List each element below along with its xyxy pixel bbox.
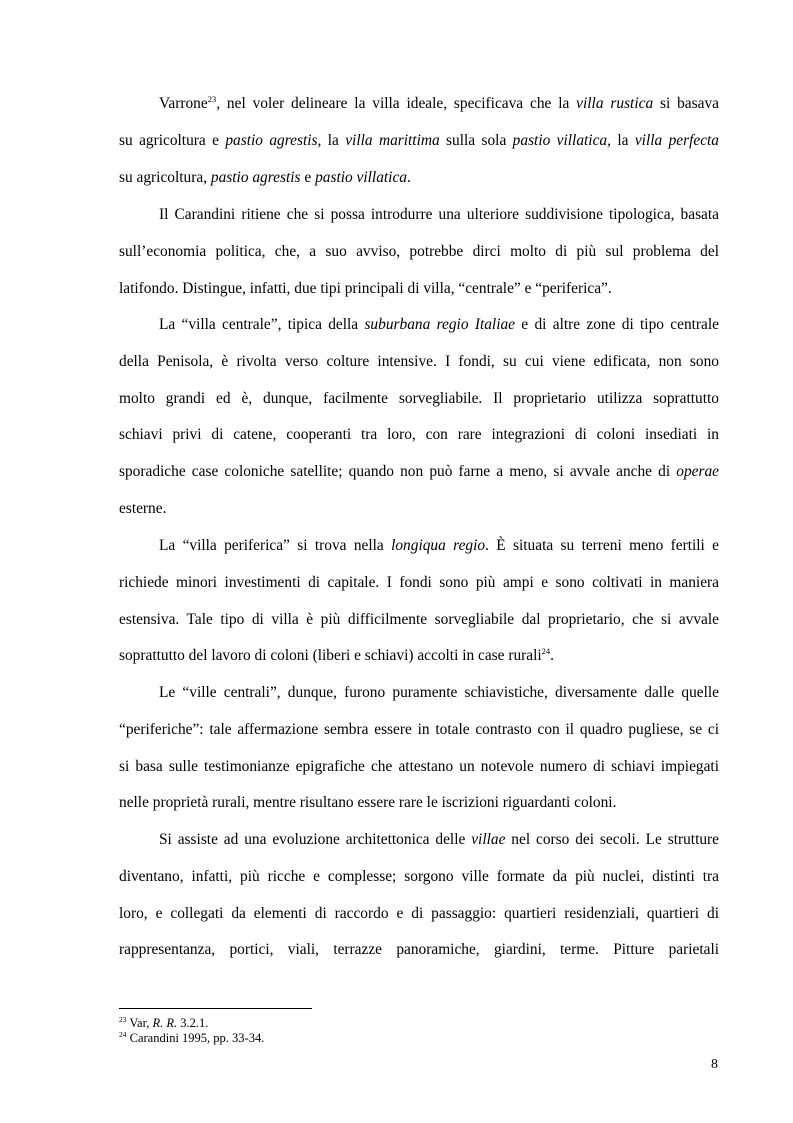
text-line: su agricoltura, pastio agrestis e pastio villatica.	[119, 168, 411, 186]
text-line: si basa sulle testimonianze epigrafiche che attestano un notevole numero di schiavi impiegati	[119, 757, 719, 775]
footnote-23: $^{23}$ Var, R. R. 3.2.1.	[119, 1015, 209, 1030]
text-line: sull’economia politica, che, a suo avviso, potrebbe dirci molto di più sul problema del	[119, 242, 719, 260]
paragraph-ville-centrali	[119, 675, 719, 822]
italic-text: longiqua regio	[391, 537, 486, 554]
text-line: richiede minori investimenti di capitale. I fondi sono più ampi e sono coltivati in maniera	[119, 573, 719, 591]
italic-text: villa rustica	[576, 95, 654, 112]
footnote-24: $^{24}$ Carandini 1995, pp. 33-34.	[119, 1030, 265, 1045]
paragraph-villa-centrale	[119, 307, 719, 528]
footnote-reference: 24	[541, 646, 551, 657]
italic-text: pastio agrestis	[210, 168, 301, 186]
italic-text: suburbana regio Italiae	[364, 316, 515, 333]
text-line: loro, e collegati da elementi di raccordo e di passaggio: quartieri residenziali, quartieri di	[119, 904, 719, 922]
text-line: Si assiste ad una evoluzione architettonica delle villae nel corso dei secoli. Le strutture	[159, 831, 719, 848]
text-line: soprattutto del lavoro di coloni (liberi e schiavi) accolti in case rurali$^{24}$.	[119, 646, 555, 665]
text-line: Varrone$^{23}$, nel voler delineare la villa ideale, specificava che la villa rustica si basava	[159, 94, 719, 112]
italic-text: R. R.	[152, 1016, 178, 1030]
italic-text: villae	[471, 831, 506, 848]
italic-text: pastio agrestis	[225, 131, 318, 149]
paragraph-carandini	[119, 197, 719, 307]
paragraph-evoluzione-architettonica	[119, 822, 719, 969]
text-line: diventano, infatti, più ricche e complesse; sorgono ville formate da più nuclei, distinti tra	[119, 867, 719, 885]
text-line: Le “ville centrali”, dunque, furono puramente schiavistiche, diversamente dalle quelle	[159, 684, 719, 701]
footnote-reference: 23	[207, 94, 217, 104]
text-line: Il Carandini ritiene che si possa introdurre una ulteriore suddivisione tipologica, basata	[159, 206, 719, 223]
text-line: nelle proprietà rurali, mentre risultano essere rare le iscrizioni riguardanti coloni.	[119, 794, 617, 812]
italic-text: pastio villatica	[512, 131, 608, 149]
text-line: La “villa periferica” si trova nella longiqua regio. È situata su terreni meno fertili e	[159, 537, 719, 554]
text-line: molto grandi ed è, dunque, facilmente sorvegliabile. Il proprietario utilizza soprattutto	[119, 389, 719, 407]
text-line: esterne.	[119, 499, 167, 517]
italic-text: operae	[676, 463, 719, 481]
text-line: La “villa centrale”, tipica della suburbana regio Italiae e di altre zone di tipo centrale	[159, 316, 719, 333]
footnote-separator	[119, 1008, 312, 1009]
paragraph-villa-periferica	[119, 528, 719, 675]
italic-text: villa perfecta	[634, 131, 720, 149]
text-line: “periferiche”: tale affermazione sembra essere in totale contrasto con il quadro pugliese, se ci	[119, 720, 719, 738]
italic-text: villa marittima	[345, 131, 440, 149]
italic-text: pastio villatica	[315, 168, 407, 186]
page-number: 8	[711, 1057, 718, 1072]
text-line: rappresentanza, portici, viali, terrazze panoramiche, giardini, terme. Pitture parietali	[119, 941, 719, 959]
footnote-reference: 23	[119, 1015, 127, 1024]
text-line: schiavi privi di catene, cooperanti tra loro, con rare integrazioni di coloni insediati in	[119, 426, 719, 444]
paragraph-varrone	[119, 86, 719, 196]
text-line: su agricoltura e pastio agrestis, la villa marittima sulla sola pastio villatica, la villa perfecta	[119, 131, 720, 149]
footnote-reference: 24	[119, 1030, 127, 1039]
text-line: sporadiche case coloniche satellite; quando non può farne a meno, si avvale anche di operae	[119, 463, 719, 481]
text-line: della Penisola, è rivolta verso colture intensive. I fondi, su cui viene edificata, non sono	[119, 352, 719, 370]
text-line: estensiva. Tale tipo di villa è più difficilmente sorvegliabile dal proprietario, che si avvale	[119, 610, 719, 628]
text-line: latifondo. Distingue, infatti, due tipi principali di villa, “centrale” e “periferica”.	[119, 279, 612, 297]
